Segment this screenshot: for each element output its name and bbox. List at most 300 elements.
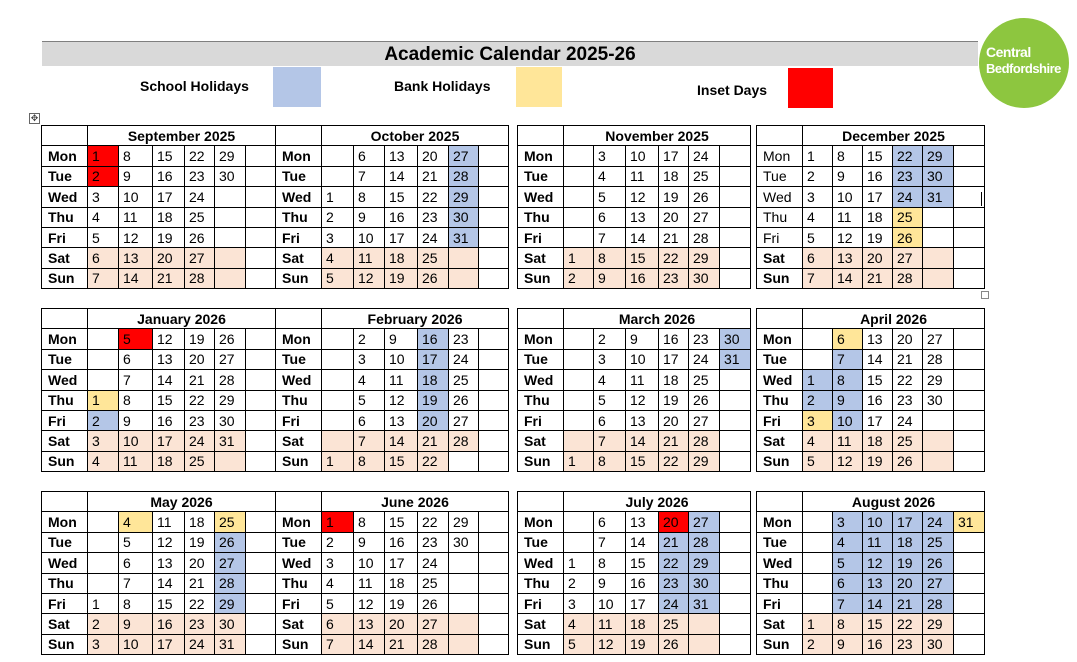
weekday-row — [518, 410, 751, 430]
weekday-label: Fri — [42, 593, 88, 613]
date-cell — [479, 593, 509, 613]
date-cell: 31 — [215, 634, 246, 654]
weekday-label: Sat — [518, 614, 564, 634]
date-cell: 1 — [88, 593, 119, 613]
weekday-label: Mon — [757, 329, 803, 349]
date-cell: 8 — [594, 248, 626, 268]
date-cell — [215, 451, 246, 471]
header-blank-cell — [757, 309, 803, 329]
weekday-row — [757, 166, 985, 186]
weekday-row — [757, 146, 985, 166]
weekday-row — [276, 268, 509, 288]
date-cell: 19 — [863, 451, 893, 471]
weekday-row — [518, 268, 751, 288]
date-cell: 3 — [803, 410, 833, 430]
weekday-label: Sun — [757, 268, 803, 288]
header-blank-cell — [518, 492, 564, 512]
weekday-label: Sun — [276, 634, 322, 654]
date-cell: 11 — [626, 166, 659, 186]
date-cell — [479, 573, 509, 593]
date-cell: 12 — [385, 390, 418, 410]
date-cell: 29 — [923, 146, 954, 166]
date-cell — [720, 207, 751, 227]
date-cell — [803, 593, 833, 613]
date-cell: 11 — [354, 573, 385, 593]
month-title: March 2026 — [564, 309, 751, 329]
date-cell — [564, 349, 594, 369]
date-cell — [88, 349, 119, 369]
date-cell: 31 — [720, 349, 751, 369]
date-cell: 12 — [153, 532, 185, 552]
date-cell: 9 — [119, 166, 153, 186]
weekday-row — [42, 207, 276, 227]
weekday-row — [42, 268, 276, 288]
date-cell: 10 — [594, 593, 626, 613]
date-cell: 22 — [418, 187, 449, 207]
date-cell: 5 — [119, 532, 153, 552]
date-cell: 7 — [594, 532, 626, 552]
date-cell — [720, 431, 751, 451]
date-cell: 15 — [385, 187, 418, 207]
weekday-label: Mon — [518, 329, 564, 349]
date-cell: 3 — [322, 553, 354, 573]
weekday-row — [757, 207, 985, 227]
date-cell: 28 — [418, 634, 449, 654]
date-cell: 5 — [119, 329, 153, 349]
weekday-row — [518, 329, 751, 349]
date-cell: 9 — [385, 329, 418, 349]
date-cell: 26 — [659, 634, 689, 654]
date-cell — [246, 207, 276, 227]
legend-inset-days-swatch — [788, 68, 833, 108]
date-cell: 22 — [418, 451, 449, 471]
date-cell: 7 — [119, 370, 153, 390]
date-cell: 10 — [119, 431, 153, 451]
weekday-label: Fri — [42, 410, 88, 430]
date-cell: 17 — [418, 349, 449, 369]
date-cell: 25 — [185, 451, 215, 471]
date-cell: 29 — [215, 593, 246, 613]
weekday-label: Thu — [518, 573, 564, 593]
date-cell: 24 — [449, 349, 479, 369]
date-cell: 28 — [215, 370, 246, 390]
date-cell: 6 — [322, 614, 354, 634]
date-cell — [479, 268, 509, 288]
date-cell: 19 — [418, 390, 449, 410]
weekday-label: Fri — [42, 227, 88, 247]
logo-line-1: Central — [986, 44, 1031, 60]
date-cell — [923, 451, 954, 471]
date-cell — [479, 512, 509, 532]
date-cell: 22 — [893, 146, 923, 166]
date-cell: 10 — [385, 349, 418, 369]
date-cell: 17 — [659, 349, 689, 369]
date-cell: 12 — [594, 634, 626, 654]
date-cell: 18 — [659, 370, 689, 390]
date-cell: 15 — [385, 451, 418, 471]
date-cell: 23 — [418, 207, 449, 227]
date-cell: 23 — [659, 268, 689, 288]
date-cell: 5 — [833, 553, 863, 573]
date-cell: 11 — [626, 370, 659, 390]
header-blank-cell — [42, 309, 88, 329]
weekday-row — [757, 329, 985, 349]
weekday-row — [42, 431, 276, 451]
date-cell — [954, 329, 985, 349]
date-cell: 23 — [659, 573, 689, 593]
date-cell: 19 — [385, 593, 418, 613]
month-table — [517, 125, 751, 289]
weekday-label: Tue — [757, 532, 803, 552]
date-cell: 9 — [354, 207, 385, 227]
weekday-row — [276, 512, 509, 532]
weekday-label: Wed — [518, 553, 564, 573]
date-cell: 1 — [322, 451, 354, 471]
date-cell — [479, 166, 509, 186]
date-cell: 10 — [119, 187, 153, 207]
month-table — [41, 125, 276, 289]
date-cell: 18 — [185, 512, 215, 532]
date-cell: 15 — [153, 593, 185, 613]
date-cell: 15 — [626, 248, 659, 268]
date-cell: 10 — [833, 410, 863, 430]
table-move-handle-icon[interactable]: ✥ — [30, 113, 39, 123]
date-cell: 8 — [594, 553, 626, 573]
date-cell: 27 — [449, 146, 479, 166]
date-cell: 28 — [689, 532, 720, 552]
date-cell — [449, 451, 479, 471]
weekday-row — [757, 390, 985, 410]
date-cell: 26 — [893, 451, 923, 471]
date-cell: 24 — [659, 593, 689, 613]
date-cell — [246, 146, 276, 166]
weekday-label: Sun — [276, 451, 322, 471]
weekday-label: Wed — [757, 553, 803, 573]
date-cell — [215, 187, 246, 207]
date-cell: 31 — [923, 187, 954, 207]
date-cell: 26 — [418, 268, 449, 288]
date-cell: 7 — [88, 268, 119, 288]
date-cell — [479, 553, 509, 573]
date-cell — [479, 349, 509, 369]
weekday-label: Sun — [518, 268, 564, 288]
date-cell — [954, 614, 985, 634]
date-cell — [720, 390, 751, 410]
weekday-row — [276, 410, 509, 430]
date-cell: 2 — [564, 573, 594, 593]
date-cell: 20 — [659, 512, 689, 532]
date-cell: 8 — [594, 451, 626, 471]
weekday-label: Sun — [42, 451, 88, 471]
date-cell — [322, 410, 354, 430]
date-cell: 3 — [322, 227, 354, 247]
weekday-label: Sat — [757, 431, 803, 451]
weekday-row — [42, 227, 276, 247]
date-cell: 1 — [803, 614, 833, 634]
date-cell: 23 — [893, 634, 923, 654]
weekday-row — [757, 431, 985, 451]
date-cell: 27 — [185, 248, 215, 268]
date-cell: 7 — [322, 634, 354, 654]
date-cell: 12 — [626, 390, 659, 410]
date-cell — [479, 390, 509, 410]
date-cell: 27 — [689, 512, 720, 532]
date-cell: 10 — [863, 512, 893, 532]
month-table — [756, 491, 985, 655]
date-cell: 18 — [153, 207, 185, 227]
date-cell — [246, 248, 276, 268]
date-cell: 7 — [354, 166, 385, 186]
date-cell — [479, 370, 509, 390]
date-cell — [720, 146, 751, 166]
date-cell: 28 — [689, 227, 720, 247]
weekday-label: Sun — [757, 634, 803, 654]
central-bedfordshire-logo — [979, 18, 1069, 108]
date-cell: 21 — [185, 370, 215, 390]
date-cell — [479, 187, 509, 207]
date-cell — [954, 370, 985, 390]
weekday-label: Thu — [518, 207, 564, 227]
weekday-row — [757, 451, 985, 471]
date-cell: 11 — [153, 512, 185, 532]
date-cell: 16 — [153, 614, 185, 634]
date-cell: 6 — [119, 553, 153, 573]
date-cell — [322, 329, 354, 349]
weekday-label: Sun — [276, 268, 322, 288]
weekday-row — [757, 248, 985, 268]
date-cell: 6 — [833, 573, 863, 593]
date-cell — [449, 553, 479, 573]
weekday-label: Thu — [276, 390, 322, 410]
date-cell — [923, 248, 954, 268]
date-cell — [720, 410, 751, 430]
date-cell: 29 — [923, 614, 954, 634]
date-cell: 14 — [863, 349, 893, 369]
month-title: January 2026 — [88, 309, 276, 329]
date-cell: 23 — [185, 410, 215, 430]
weekday-row — [276, 532, 509, 552]
date-cell: 10 — [354, 553, 385, 573]
date-cell: 10 — [626, 349, 659, 369]
date-cell: 2 — [88, 410, 119, 430]
date-cell — [720, 370, 751, 390]
weekday-row — [518, 187, 751, 207]
date-cell — [954, 410, 985, 430]
date-cell: 5 — [322, 593, 354, 613]
month-table — [275, 491, 509, 655]
weekday-label: Sat — [757, 248, 803, 268]
weekday-row — [757, 349, 985, 369]
date-cell: 3 — [88, 187, 119, 207]
weekday-row — [757, 553, 985, 573]
date-cell: 25 — [418, 573, 449, 593]
weekday-row — [276, 553, 509, 573]
date-cell — [322, 166, 354, 186]
date-cell — [923, 227, 954, 247]
date-cell: 13 — [153, 349, 185, 369]
date-cell: 14 — [354, 634, 385, 654]
date-cell: 21 — [418, 166, 449, 186]
weekday-label: Wed — [276, 187, 322, 207]
date-cell: 27 — [893, 248, 923, 268]
date-cell: 24 — [893, 187, 923, 207]
date-cell: 5 — [594, 187, 626, 207]
weekday-row — [757, 573, 985, 593]
date-cell: 25 — [449, 370, 479, 390]
month-table — [41, 491, 276, 655]
date-cell: 28 — [923, 593, 954, 613]
date-cell: 6 — [833, 329, 863, 349]
date-cell: 4 — [833, 532, 863, 552]
date-cell — [246, 451, 276, 471]
date-cell: 24 — [893, 410, 923, 430]
weekday-label: Fri — [518, 410, 564, 430]
weekday-row — [276, 146, 509, 166]
date-cell: 14 — [153, 573, 185, 593]
date-cell: 6 — [354, 146, 385, 166]
date-cell: 20 — [863, 248, 893, 268]
weekday-row — [518, 634, 751, 654]
header-blank-cell — [518, 126, 564, 146]
date-cell — [215, 248, 246, 268]
header-blank-cell — [757, 492, 803, 512]
date-cell — [215, 207, 246, 227]
date-cell: 20 — [659, 207, 689, 227]
table-resize-handle[interactable] — [981, 291, 989, 299]
date-cell: 29 — [449, 187, 479, 207]
date-cell: 2 — [354, 329, 385, 349]
date-cell — [564, 329, 594, 349]
date-cell: 30 — [215, 410, 246, 430]
month-title: September 2025 — [88, 126, 276, 146]
weekday-row — [518, 532, 751, 552]
date-cell: 21 — [385, 634, 418, 654]
date-cell — [322, 349, 354, 369]
date-cell: 2 — [803, 390, 833, 410]
date-cell: 3 — [354, 349, 385, 369]
weekday-label: Wed — [276, 370, 322, 390]
date-cell: 27 — [215, 349, 246, 369]
weekday-label: Thu — [276, 207, 322, 227]
weekday-row — [276, 329, 509, 349]
date-cell: 3 — [88, 431, 119, 451]
date-cell — [322, 431, 354, 451]
date-cell — [954, 268, 985, 288]
date-cell — [246, 370, 276, 390]
date-cell: 12 — [833, 227, 863, 247]
date-cell: 23 — [893, 166, 923, 186]
date-cell — [954, 451, 985, 471]
date-cell — [322, 390, 354, 410]
date-cell — [479, 248, 509, 268]
date-cell: 16 — [863, 634, 893, 654]
date-cell — [803, 532, 833, 552]
weekday-row — [757, 593, 985, 613]
date-cell: 13 — [863, 329, 893, 349]
date-cell: 16 — [385, 532, 418, 552]
date-cell: 17 — [863, 410, 893, 430]
date-cell: 26 — [893, 227, 923, 247]
date-cell — [689, 614, 720, 634]
date-cell: 13 — [119, 248, 153, 268]
date-cell: 3 — [803, 187, 833, 207]
weekday-label: Thu — [518, 390, 564, 410]
date-cell: 28 — [449, 166, 479, 186]
date-cell: 2 — [803, 634, 833, 654]
header-blank-cell — [276, 309, 322, 329]
date-cell: 1 — [564, 248, 594, 268]
date-cell: 22 — [185, 146, 215, 166]
date-cell: 11 — [119, 451, 153, 471]
date-cell: 8 — [119, 146, 153, 166]
date-cell: 16 — [626, 573, 659, 593]
date-cell: 13 — [626, 410, 659, 430]
header-blank-cell — [757, 126, 803, 146]
date-cell: 4 — [803, 207, 833, 227]
date-cell: 16 — [863, 166, 893, 186]
date-cell — [246, 614, 276, 634]
weekday-label: Tue — [42, 349, 88, 369]
weekday-label: Fri — [518, 593, 564, 613]
weekday-label: Thu — [757, 207, 803, 227]
date-cell: 4 — [803, 431, 833, 451]
date-cell — [923, 207, 954, 227]
weekday-row — [518, 349, 751, 369]
date-cell — [246, 166, 276, 186]
date-cell — [564, 166, 594, 186]
weekday-row — [518, 166, 751, 186]
date-cell — [449, 614, 479, 634]
date-cell: 19 — [385, 268, 418, 288]
date-cell — [564, 187, 594, 207]
date-cell: 30 — [215, 614, 246, 634]
date-cell: 21 — [659, 532, 689, 552]
date-cell: 29 — [215, 146, 246, 166]
date-cell: 10 — [833, 187, 863, 207]
date-cell: 8 — [833, 614, 863, 634]
date-cell: 21 — [418, 431, 449, 451]
date-cell: 30 — [449, 207, 479, 227]
date-cell: 20 — [893, 329, 923, 349]
date-cell: 12 — [354, 268, 385, 288]
date-cell: 1 — [564, 451, 594, 471]
date-cell — [564, 227, 594, 247]
date-cell: 30 — [720, 329, 751, 349]
date-cell: 29 — [449, 512, 479, 532]
date-cell — [449, 268, 479, 288]
date-cell: 17 — [385, 553, 418, 573]
weekday-row — [42, 410, 276, 430]
date-cell — [720, 248, 751, 268]
weekday-label: Fri — [518, 227, 564, 247]
weekday-label: Tue — [276, 166, 322, 186]
date-cell: 31 — [215, 431, 246, 451]
date-cell: 9 — [594, 573, 626, 593]
date-cell: 15 — [863, 614, 893, 634]
date-cell: 17 — [153, 187, 185, 207]
month-table — [275, 125, 509, 289]
date-cell — [479, 634, 509, 654]
date-cell: 10 — [354, 227, 385, 247]
date-cell — [923, 410, 954, 430]
date-cell: 8 — [354, 187, 385, 207]
date-cell: 12 — [626, 187, 659, 207]
date-cell: 21 — [893, 349, 923, 369]
weekday-row — [518, 614, 751, 634]
date-cell: 19 — [659, 187, 689, 207]
date-cell: 6 — [119, 349, 153, 369]
date-cell: 4 — [119, 512, 153, 532]
